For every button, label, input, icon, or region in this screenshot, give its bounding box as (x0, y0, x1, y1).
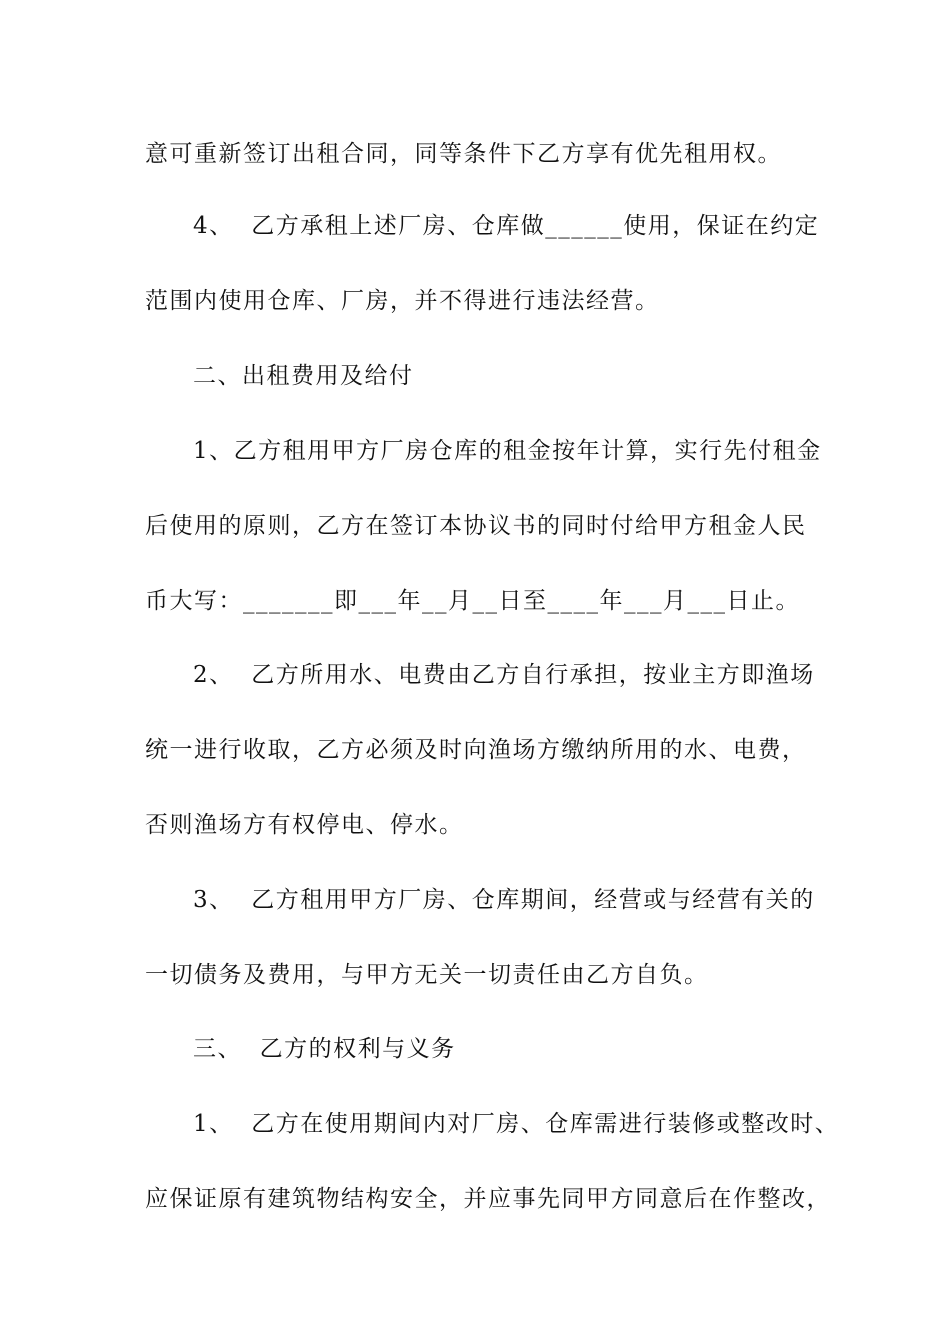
text-line: 一切债务及费用，与甲方无关一切责任由乙方自负。 (145, 962, 709, 988)
text-line: 后使用的原则，乙方在签订本协议书的同时付给甲方租金人民 (145, 513, 807, 539)
clause-1-line: 1、乙方租用甲方厂房仓库的租金按年计算，实行先付租金 (193, 438, 822, 464)
text-line: 意可重新签订出租合同，同等条件下乙方享有优先租用权。 (145, 141, 782, 167)
clause-1-line: 1、 乙方在使用期间内对厂房、仓库需进行装修或整改时、 (193, 1111, 840, 1137)
section-heading-2: 二、出租费用及给付 (193, 363, 414, 389)
text-line: 范围内使用仓库、厂房，并不得进行违法经营。 (145, 288, 660, 314)
clause-3-line: 3、 乙方租用甲方厂房、仓库期间，经营或与经营有关的 (193, 887, 815, 913)
text-line: 统一进行收取，乙方必须及时向渔场方缴纳所用的水、电费， (145, 737, 807, 763)
text-line: 否则渔场方有权停电、停水。 (145, 812, 464, 838)
section-heading-3: 三、 乙方的权利与义务 (193, 1036, 456, 1062)
text-line: 应保证原有建筑物结构安全，并应事先同甲方同意后在作整改， (145, 1186, 831, 1212)
clause-2-line: 2、 乙方所用水、电费由乙方自行承担，按业主方即渔场 (193, 662, 815, 688)
clause-4-line: 4、 乙方承租上述厂房、仓库做______使用，保证在约定 (193, 213, 820, 239)
text-line: 币大写：_______即___年__月__日至____年___月___日止。 (145, 588, 800, 614)
